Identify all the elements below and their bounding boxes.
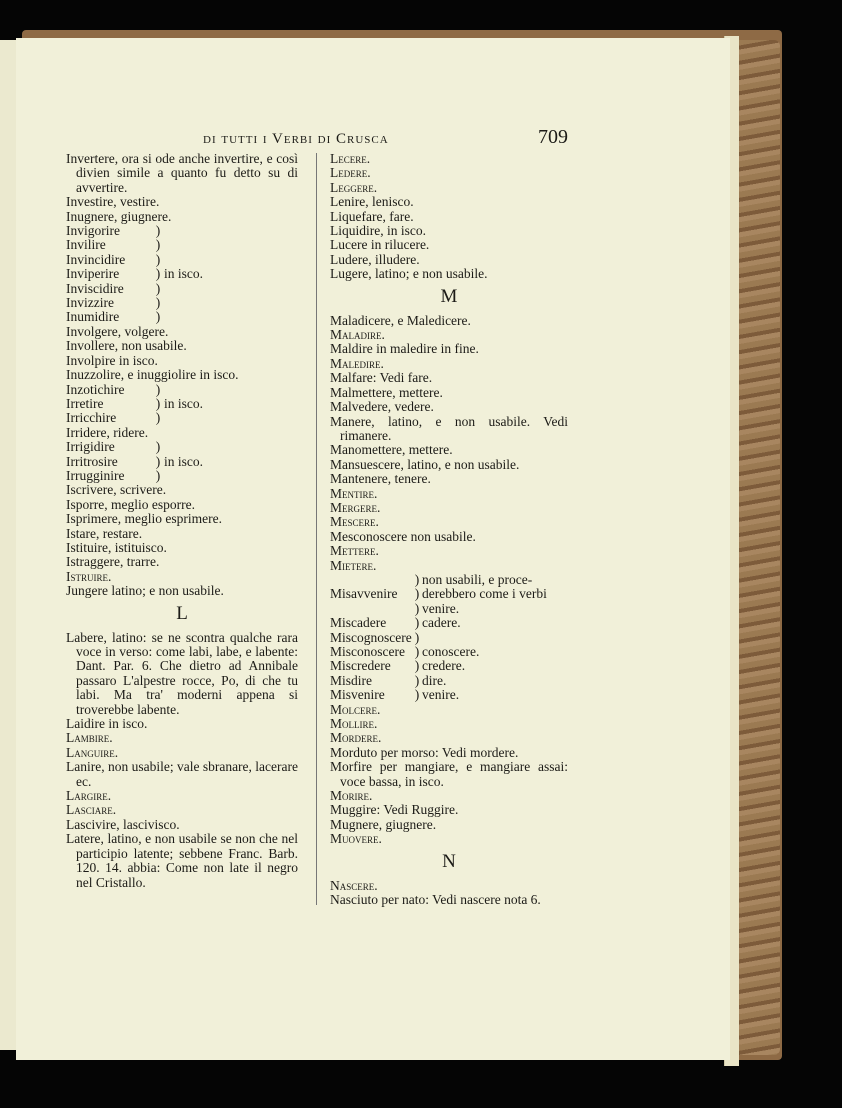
group-note: venire. [422, 687, 460, 703]
entry: Mettere. [330, 543, 379, 559]
group-note: credere. [422, 658, 466, 674]
column-divider [316, 153, 317, 905]
entry: Lasciare. [66, 802, 117, 818]
section-letter: N [442, 850, 456, 872]
entry: Iscrivere, scrivere. [66, 482, 167, 498]
group-word: Invilire [66, 237, 106, 253]
entry: Liquefare, fare. [330, 208, 414, 224]
entry: Lascivire, lascivisco. [66, 816, 180, 832]
group-note: cadere. [422, 615, 461, 631]
entry: Lucere in rilucere. [330, 237, 430, 253]
entry: Laidire in isco. [66, 716, 148, 732]
entry: Investire, vestire. [66, 194, 160, 210]
entry: Mordere. [330, 730, 382, 746]
entry: Nasciuto per nato: Vedi nascere nota 6. [330, 892, 541, 908]
entry: Molcere. [330, 701, 381, 717]
group-word: Inviscidire [66, 280, 124, 296]
entry-group: ) non usabili, e proce- Misavvenire ) derebbero come i verbi ) venire. Miscadere ) cadere. Miscognoscere ) Misconoscere ) conoscere. Miscredere ) credere. Misdire ) dire. Misvenire ) venire. [330, 573, 568, 703]
group-word: Irrigidire [66, 439, 115, 455]
entry: Mansuescere, latino, e non usabile. [330, 456, 520, 472]
entry: Maledire. [330, 355, 384, 371]
group-word: Miscredere [330, 658, 391, 674]
group-note: in isco. [164, 395, 203, 411]
right-column [330, 152, 568, 908]
entry: Morduto per morso: Vedi mordere. [330, 744, 519, 760]
entry: Leggere. [330, 179, 378, 195]
entry: Liquidire, in isco. [330, 223, 426, 239]
entry: Mesconoscere non usabile. [330, 528, 476, 544]
group-word: Misdire [330, 672, 372, 688]
group-note: venire. [422, 600, 460, 616]
entry: Mentire. [330, 485, 378, 501]
group-note: derebbero come i verbi [422, 586, 547, 602]
entry: Mantenere, tenere. [330, 471, 431, 487]
marbled-cover-edge [736, 40, 780, 1055]
group-word: Invizzire [66, 295, 114, 311]
entry: Istraggere, trarre. [66, 554, 160, 570]
entry: Jungere latino; e non usabile. [66, 583, 224, 599]
entry: Invertere, ora si ode anche invertire, e così divien simile a quanto fu detto su di avvertire. [66, 151, 298, 195]
entry: Istituire, istituisco. [66, 539, 167, 555]
entry: Malvedere, vedere. [330, 399, 434, 415]
group-word: Misavvenire [330, 586, 398, 602]
group-word: Inzotichire [66, 381, 125, 397]
group-note: in isco. [164, 266, 203, 282]
entry: Maladire. [330, 327, 385, 343]
group-word: Misconoscere [330, 644, 405, 659]
entry-group: Irrigidire ) Irritrosire ) in isco. Irrugginire ) [66, 440, 298, 483]
group-word: Irrugginire [66, 467, 125, 483]
entry: Malmettere, mettere. [330, 384, 443, 400]
entry: Invollere, non usabile. [66, 338, 187, 354]
entry-group: Inzotichire ) Irretire ) in isco. Irricchire ) [66, 383, 298, 426]
group-note: non usabili, e proce- [422, 571, 533, 587]
left-column [66, 152, 298, 890]
section-letter: M [440, 285, 458, 307]
group-word: Irretire [66, 395, 104, 411]
entry: Mescere. [330, 514, 379, 530]
group-word: Irritrosire [66, 453, 118, 469]
group-word: Miscadere [330, 615, 387, 631]
entry: Ludere, illudere. [330, 251, 420, 267]
entry: Istare, restare. [66, 525, 143, 541]
group-word: Inviperire [66, 266, 120, 282]
entry: Involpire in isco. [66, 352, 158, 368]
entry: Morfire per mangiare, e mangiare assai: voce bassa, in isco. [330, 759, 568, 789]
group-word: Misvenire [330, 687, 385, 703]
entry: Latere, latino, e non usabile se non che nel participio latente; sebbene Franc. Barb. 120. 14. abbia: Come non late il negro nel Cristallo. [66, 831, 298, 890]
group-word [330, 602, 412, 616]
entry: Inuzzolire, e inuggiolire in isco. [66, 367, 239, 383]
entry-group: Invigorire ) Invilire ) Invincidire ) Inviperire ) in isco. Inviscidire ) Invizzire ) Inumidire ) [66, 224, 298, 325]
entry: Largire. [66, 788, 112, 804]
entry: Nascere. [330, 877, 378, 893]
entry: Muggire: Vedi Ruggire. [330, 802, 459, 818]
entry: Lenire, lenisco. [330, 194, 414, 210]
group-word: Irricchire [66, 410, 117, 426]
entry: Isprimere, meglio esprimere. [66, 511, 222, 527]
group-word: Invigorire [66, 223, 120, 239]
running-title: di tutti i Verbi di Crusca [203, 131, 389, 147]
group-word: Inumidire [66, 309, 120, 325]
entry: Muovere. [330, 831, 382, 847]
group-note: conoscere. [422, 644, 480, 659]
section-letter: L [176, 602, 188, 624]
entry: Lecere. [330, 151, 371, 166]
page-number: 709 [538, 126, 568, 148]
entry: Irridere, ridere. [66, 424, 149, 440]
entry: Manomettere, mettere. [330, 442, 453, 458]
entry: Istruire. [66, 568, 112, 584]
entry: Mollire. [330, 716, 378, 732]
group-word [330, 573, 412, 587]
entry: Malfare: Vedi fare. [330, 370, 433, 386]
group-note: in isco. [164, 453, 203, 469]
entry: Mugnere, giugnere. [330, 816, 437, 832]
group-word: Miscognoscere [330, 629, 412, 645]
entry: Mietere. [330, 557, 377, 573]
group-word: Invincidire [66, 251, 126, 267]
entry: Manere, latino, e non usabile. Vedi rimanere. [330, 413, 568, 443]
entry: Maldire in maledire in fine. [330, 341, 479, 357]
entry: Languire. [66, 744, 119, 760]
entry: Lanire, non usabile; vale sbranare, lacerare ec. [66, 759, 298, 789]
entry: Isporre, meglio esporre. [66, 496, 195, 512]
entry: Labere, latino: se ne scontra qualche rara voce in verso: come labi, labe, e labente: Dant. Par. 6. Che dietro ad Annibale passaro L'alpestre rocce, Po, di che tu labi. Ma tra' moderni appena si troverebbe labente. [66, 629, 298, 717]
entry: Maladicere, e Maledicere. [330, 312, 471, 328]
entry: Mergere. [330, 499, 381, 515]
entry: Ledere. [330, 165, 371, 181]
group-note [422, 631, 568, 645]
entry: Lambire. [66, 730, 113, 746]
entry: Inugnere, giugnere. [66, 208, 172, 224]
entry: Morire. [330, 788, 373, 804]
group-note: dire. [422, 672, 447, 688]
entry: Involgere, volgere. [66, 323, 169, 339]
entry: Lugere, latino; e non usabile. [330, 266, 488, 282]
